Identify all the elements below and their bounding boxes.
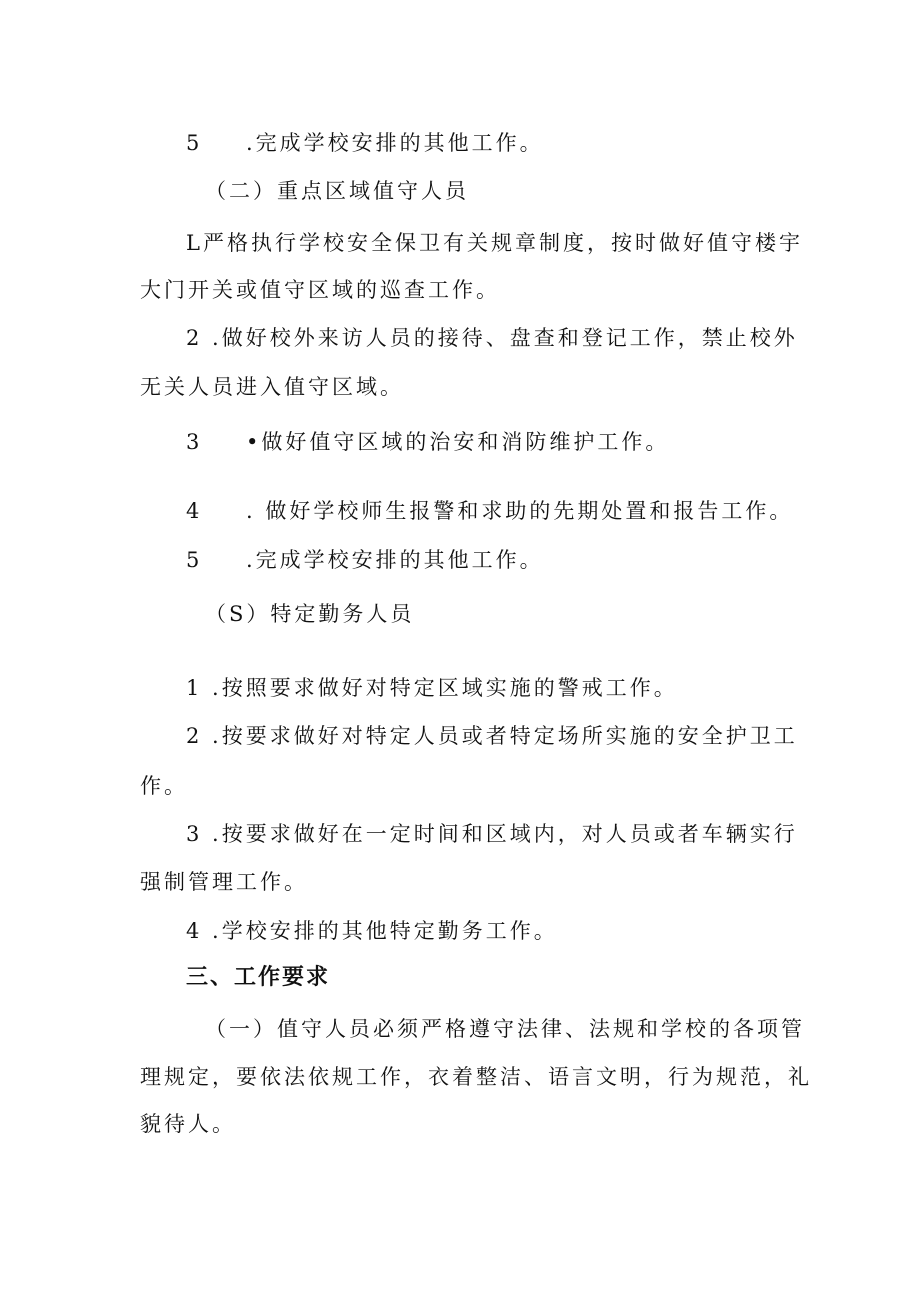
paragraph-line: 2 .按要求做好对特定人员或者特定场所实施的安全护卫工	[186, 724, 798, 748]
paragraph-line: 貌待人。	[140, 1112, 236, 1136]
list-item-number: 4	[186, 499, 200, 523]
list-item-text: •做好值守区域的治安和消防维护工作。	[246, 430, 670, 454]
paragraph-line: 4 .学校安排的其他特定勤务工作。	[186, 919, 558, 943]
section-heading: 三、工作要求	[186, 965, 331, 990]
list-item-number: 5	[186, 548, 200, 572]
paragraph-line: L严格执行学校安全保卫有关规章制度，按时做好值守楼宇	[186, 231, 803, 255]
list-item-text: .完成学校安排的其他工作。	[246, 131, 544, 155]
subsection-title: （二）重点区域值守人员	[205, 179, 469, 203]
list-item-number: 5	[186, 131, 200, 155]
list-item-text: .完成学校安排的其他工作。	[246, 548, 544, 572]
paragraph-line: 无关人员进入值守区域。	[140, 375, 404, 399]
paragraph-line: 理规定，要依法依规工作，衣着整洁、语言文明，行为规范，礼	[140, 1065, 812, 1089]
paragraph-line: 1 .按照要求做好对特定区域实施的警戒工作。	[186, 676, 678, 700]
paragraph-line: 强制管理工作。	[140, 870, 308, 894]
paragraph-line: 大门开关或值守区域的巡查工作。	[140, 278, 500, 302]
paragraph-line: （一）值守人员必须严格遵守法律、法规和学校的各项管	[205, 1017, 805, 1041]
subsection-title: （S）特定勤务人员	[205, 602, 415, 626]
list-item-text: . 做好学校师生报警和求助的先期处置和报告工作。	[246, 499, 794, 523]
paragraph-line: 2 .做好校外来访人员的接待、盘查和登记工作，禁止校外	[186, 326, 798, 350]
list-item-number: 3	[186, 430, 200, 454]
paragraph-line: 3 .按要求做好在一定时间和区域内，对人员或者车辆实行	[186, 822, 798, 846]
paragraph-line: 作。	[140, 774, 188, 798]
